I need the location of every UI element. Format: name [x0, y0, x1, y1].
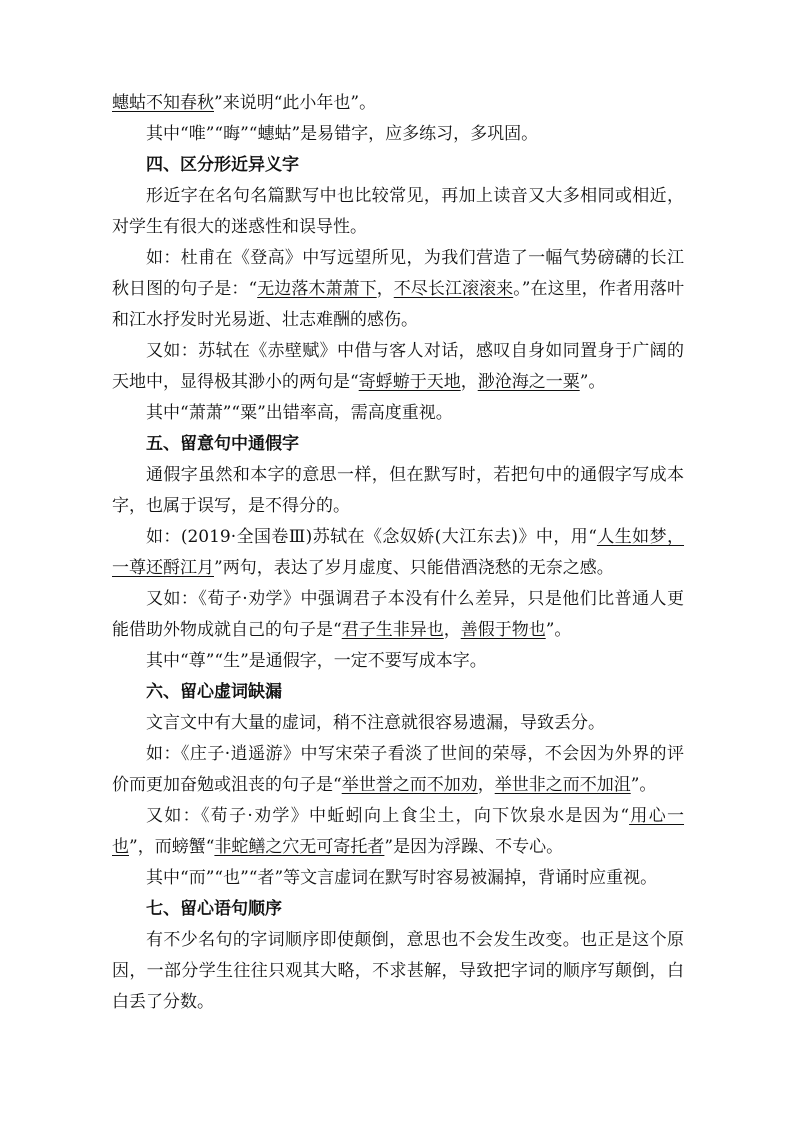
paragraph	[112, 336, 684, 398]
underlined-quote: 渺沧海之一粟	[477, 372, 580, 392]
text-run: 五、留意句中通假字	[146, 434, 299, 454]
text-run: ”，而螃蟹“	[129, 837, 215, 857]
text-run: ”是因为浮躁、不专心。	[384, 837, 564, 857]
text-run: ”。	[630, 775, 657, 795]
text-run: ”两句，表达了岁月虚度、只能借酒浇愁的无奈之感。	[214, 558, 614, 578]
paragraph	[112, 522, 684, 584]
section-heading	[112, 894, 684, 925]
text-run: 如：《庄子·逍遥游》中写宋荣子看淡了世间的荣辱，不会因为外界的评价而更加奋勉或沮丧的句子是“	[112, 744, 684, 795]
text-run: 形近字在名句名篇默写中也比较常见，再加上读音又大多相同或相近，对学生有很大的迷惑性和误导性。	[112, 186, 684, 237]
paragraph	[112, 88, 684, 119]
paragraph	[112, 708, 684, 739]
text-run: 其中“而”“也”“者”等文言虚词在默写时容易被漏掉，背诵时应重视。	[146, 868, 658, 888]
paragraph	[112, 243, 684, 336]
text-run: 文言文中有大量的虚词，稍不注意就很容易遗漏，导致丢分。	[146, 713, 605, 733]
text-run: ，	[443, 620, 461, 640]
section-heading	[112, 677, 684, 708]
paragraph	[112, 584, 684, 646]
text-run: 又如：苏轼在《赤壁赋》中借与客人对话，感叹自身如同置身于广阔的天地中，显得极其渺小的两句是“	[112, 341, 684, 392]
text-run: 六、留心虚词缺漏	[146, 682, 282, 702]
text-run: ，	[460, 372, 478, 392]
paragraph	[112, 646, 684, 677]
text-run: 如：杜甫在《登高》中写远望所见，为我们营造了一幅气势磅礴的长江秋日图的句子是：“	[112, 248, 684, 299]
underlined-quote: 举世誉之而不加劝	[341, 775, 478, 795]
text-run: 其中“尊”“生”是通假字，一定不要写成本字。	[146, 651, 487, 671]
underlined-quote: 无边落木萧萧下	[257, 279, 377, 299]
text-run: 。”在这里，作者用落叶和江水抒发时光易逝、壮志难酬的感伤。	[112, 279, 684, 330]
underlined-quote: 非蛇鳝之穴无可寄托者	[214, 837, 385, 857]
underlined-quote: 蟪蛄不知春秋	[112, 93, 214, 113]
underlined-quote: 善假于物也	[460, 620, 546, 640]
underlined-quote: 人生如梦，一尊还酹江月	[112, 527, 685, 578]
underlined-quote: 寄蜉蝣于天地	[358, 372, 461, 392]
text-run: 有不少名句的字词顺序即使颠倒，意思也不会发生改变。也正是这个原因，一部分学生往往只观其大略，不求甚解，导致把字词的顺序写颠倒，白白丢了分数。	[112, 930, 684, 1012]
text-run: ，	[376, 279, 394, 299]
underlined-quote: 用心一也	[112, 806, 685, 857]
paragraph	[112, 181, 684, 243]
section-heading	[112, 429, 684, 460]
text-run: 又如：《荀子·劝学》中蚯蚓向上食尘土，向下饮泉水是因为“	[146, 806, 630, 826]
underlined-quote: 君子生非异也	[341, 620, 444, 640]
paragraph	[112, 863, 684, 894]
text-run: 通假字虽然和本字的意思一样，但在默写时，若把句中的通假字写成本字，也属于误写，是不得分的。	[112, 465, 684, 516]
text-run: 其中“唯”“晦”“蟪蛄”是易错字，应多练习，多巩固。	[146, 124, 539, 144]
text-run: 如：(2019·全国卷Ⅲ)苏轼在《念奴娇(大江东去)》中，用“	[146, 527, 597, 547]
paragraph	[112, 925, 684, 1018]
underlined-quote: 不尽长江滚滚来	[393, 279, 514, 299]
underlined-quote: 举世非之而不加沮	[494, 775, 631, 795]
paragraph	[112, 119, 684, 150]
paragraph	[112, 460, 684, 522]
text-run: ”。	[545, 620, 572, 640]
paragraph	[112, 801, 684, 863]
paragraph	[112, 398, 684, 429]
paragraph	[112, 739, 684, 801]
text-run: 四、区分形近异义字	[146, 155, 299, 175]
section-heading	[112, 150, 684, 181]
text-run: ，	[477, 775, 495, 795]
text-run: 其中“萧萧”“粟”出错率高，需高度重视。	[146, 403, 453, 423]
document-page	[112, 88, 684, 1018]
text-run: 又如：《荀子·劝学》中强调君子本没有什么差异，只是他们比普通人更能借助外物成就自己的句子是“	[112, 589, 684, 640]
text-run: 七、留心语句顺序	[146, 899, 282, 919]
text-run: ”来说明“此小年也”。	[214, 93, 377, 113]
text-run: ”。	[579, 372, 606, 392]
